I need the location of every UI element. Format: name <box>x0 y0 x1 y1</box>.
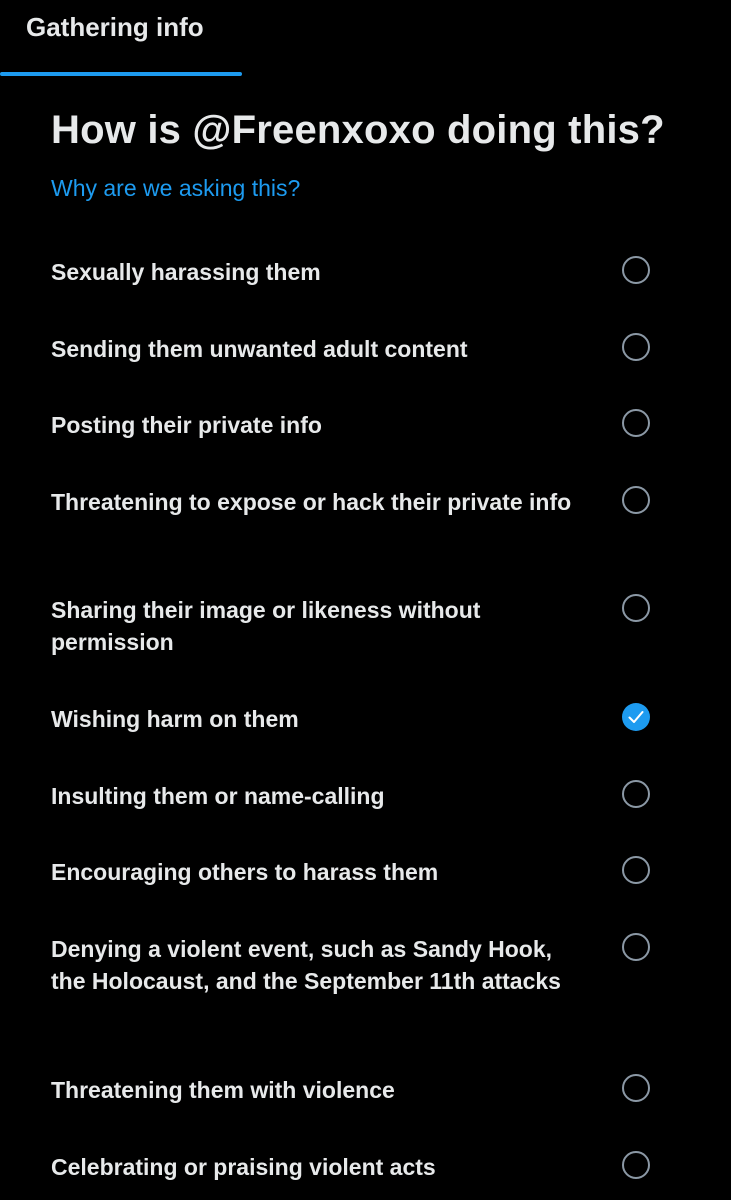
radio-empty-icon[interactable] <box>622 409 650 437</box>
radio-empty-icon[interactable] <box>622 256 650 284</box>
option-label: Threatening them with violence <box>51 1077 395 1103</box>
tab-label: Gathering info <box>26 12 204 42</box>
option-label: Insulting them or name-calling <box>51 783 385 809</box>
radio-empty-icon[interactable] <box>622 333 650 361</box>
page-title: How is @Freenxoxo doing this? <box>51 108 665 152</box>
radio-empty-icon[interactable] <box>622 594 650 622</box>
option-label: Wishing harm on them <box>51 706 299 732</box>
option-label: Sending them unwanted adult content <box>51 336 468 362</box>
option-label: Posting their private info <box>51 412 322 438</box>
tab-bar <box>0 0 731 76</box>
checkmark-icon[interactable] <box>622 703 650 731</box>
option-label: Encouraging others to harass them <box>51 859 439 885</box>
option-label: Threatening to expose or hack their private info <box>51 489 572 515</box>
check-glyph <box>628 710 644 724</box>
option-label: Sexually harassing them <box>51 259 321 285</box>
radio-empty-icon[interactable] <box>622 933 650 961</box>
radio-empty-icon[interactable] <box>622 1151 650 1179</box>
active-tab-indicator <box>0 72 242 76</box>
option-label: Sharing their image or likeness without permission <box>51 597 481 655</box>
radio-empty-icon[interactable] <box>622 486 650 514</box>
tab-gathering-info[interactable] <box>0 0 242 76</box>
radio-empty-icon[interactable] <box>622 856 650 884</box>
why-asking-link[interactable]: Why are we asking this? <box>51 175 301 201</box>
option-label: Denying a violent event, such as Sandy Hook, the Holocaust, and the September 11th attacks <box>51 936 561 994</box>
radio-empty-icon[interactable] <box>622 1074 650 1102</box>
radio-empty-icon[interactable] <box>622 780 650 808</box>
option-label: Celebrating or praising violent acts <box>51 1154 436 1180</box>
